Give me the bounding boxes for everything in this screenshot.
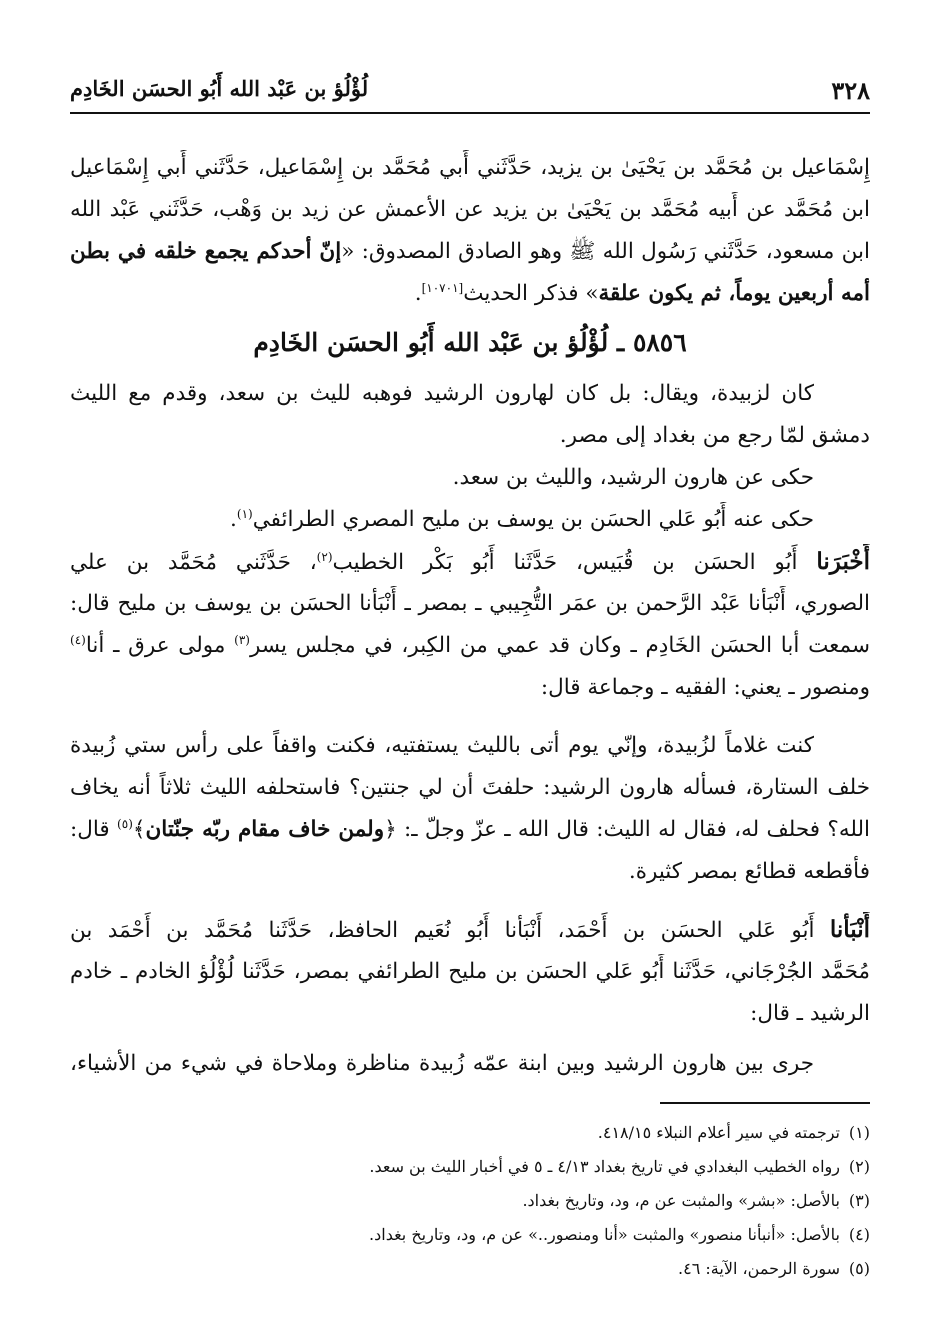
line-text: الرشيد ـ قال: <box>750 1001 870 1026</box>
text-line <box>70 276 870 312</box>
text-line <box>70 192 870 228</box>
line-text: الله؟ فحلف له، فقال له الليث: قال الله ـ عزّ وجلّ ـ: ﴿ <box>384 817 870 842</box>
line-text: ابن مُحَمَّد عن أَبيه مُحَمَّد بن يَحْيَىٰ بن يزيد عن الأعمش عن زيد بن وَهْب، حَدَّثَني عَبْد الله <box>70 197 870 222</box>
hadith-reference: [١٠٧٠١] <box>421 280 464 295</box>
hadith-text: إنّ أحدكم يجمع خلقه في بطن <box>70 239 342 264</box>
line-text: . <box>414 281 422 306</box>
book-page <box>70 72 870 1312</box>
footnote-text: بالأصل: «أنبأنا منصور» والمثبت «أنا ومنصور..» عن م، ود، وتاريخ بغداد. <box>369 1225 840 1244</box>
text-line <box>70 770 870 806</box>
text-line <box>70 418 870 454</box>
isnad-lead-word: أَنْبَأنا <box>829 916 870 943</box>
line-text: مُحَمَّد الجُرْجَاني، حَدَّثَنا أَبُو عَلي الحسَن بن مليح الطرائفي بمصر، حَدَّثَنا لُؤْلُؤ الخادم ـ خادم <box>70 959 870 984</box>
text-line <box>70 628 870 664</box>
line-text: الصوري، أَنْبَأنا عَبْد الرَّحمن بن عمَر التُّجِيبي ـ بمصر ـ أَنْبَأنا الحسَن بن يوسف بن مليح قال: <box>70 591 870 616</box>
line-text: حكى عن هارون الرشيد، والليث بن سعد. <box>452 465 814 490</box>
page-header <box>70 72 870 114</box>
text-line <box>70 376 870 412</box>
footnote-text: ترجمته في سير أعلام النبلاء ٤١٨/١٥. <box>597 1123 840 1142</box>
line-text: أَبُو عَلي الحسَن بن أَحْمَد، أَنْبَأنا أَبُو نُعَيم الحافظ، حَدَّثَنا مُحَمَّد بن أَحْمَد بن <box>70 918 830 943</box>
text-line <box>70 1046 870 1082</box>
text-line <box>70 728 870 764</box>
line-text: مولى عرق ـ أنا <box>85 633 235 658</box>
page-number: ٣٢٨ <box>831 76 870 105</box>
line-text: خلف الستارة، فسأله هارون الرشيد: حلفتَ أن لي جنتين؟ فاستحلفه الليث ثلاثاً أنه يخاف <box>70 775 870 800</box>
line-text: » فذكر الحديث <box>463 281 599 306</box>
footnote-divider <box>660 1102 870 1104</box>
text-line <box>70 502 870 538</box>
footnote-marker: (٣) <box>234 632 250 647</box>
text-line <box>70 670 870 706</box>
line-text: ابن مسعود، حَدَّثَني رَسُول الله ﷺ وهو الصادق المصدوق: « <box>341 239 870 264</box>
hadith-text: أمه أربعين يوماً، ثم يكون علقة <box>598 281 870 306</box>
footnote <box>70 1118 870 1148</box>
footnote-number: (٤) <box>848 1225 870 1244</box>
line-text: حكى عنه أَبُو عَلي الحسَن بن يوسف بن مليح المصري الطرائفي <box>252 507 814 532</box>
line-text: أَبُو الحسَن بن قُبَيس، حَدَّثَنا أَبُو بَكْر الخطيب <box>332 550 817 575</box>
footnote <box>70 1152 870 1182</box>
text-line <box>70 234 870 270</box>
footnote-number: (١) <box>848 1123 870 1142</box>
footnote <box>70 1254 870 1284</box>
line-text: كنت غلاماً لزُبيدة، وإنّي يوم أتى بالليث يستفتيه، فكنت واقفاً على رأس ستي زُبيدة <box>70 733 814 758</box>
text-line <box>70 996 870 1032</box>
text-line <box>70 812 870 848</box>
footnote-text: رواه الخطيب البغدادي في تاريخ بغداد ٤/١٣ ـ ٥ في أخبار الليث بن سعد. <box>369 1157 840 1176</box>
footnote-number: (٥) <box>848 1259 870 1278</box>
line-text: قال: <box>70 817 118 842</box>
text-line <box>70 586 870 622</box>
text-line <box>70 854 870 890</box>
footnote-marker: (٥) <box>117 816 133 831</box>
footnote-number: (٣) <box>848 1191 870 1210</box>
footnote-text: بالأصل: «بشر» والمثبت عن م، ود، وتاريخ بغداد. <box>522 1191 840 1210</box>
isnad-lead-word: أَخْبَرَنا <box>816 548 870 575</box>
text-line <box>70 150 870 186</box>
footnote-text: سورة الرحمن، الآية: ٤٦. <box>678 1259 840 1278</box>
footnote-marker: (١) <box>236 506 253 521</box>
entry-title: ٥٨٥٦ ـ لُؤْلُؤ بن عَبْد الله أَبُو الحسَن الخَادِم <box>253 328 687 357</box>
footnote-number: (٢) <box>848 1157 870 1176</box>
footnote <box>70 1220 870 1250</box>
text-line <box>70 544 870 580</box>
footnote <box>70 1186 870 1216</box>
text-line <box>70 460 870 496</box>
line-text: ومنصور ـ يعني: الفقيه ـ وجماعة قال: <box>540 675 870 700</box>
quran-verse: ولمن خاف مقام ربّه جنّتان <box>145 817 385 842</box>
line-text: ﴾ <box>132 817 146 842</box>
footnote-marker: (٤) <box>70 632 86 647</box>
running-title: لُؤْلُؤ بن عَبْد الله أَبُو الحسَن الخَادِم <box>70 76 369 101</box>
line-text: دمشق لمّا رجع من بغداد إلى مصر. <box>559 423 870 448</box>
line-text: . <box>230 507 237 532</box>
text-line <box>70 912 870 948</box>
line-text: إِسْمَاعيل بن مُحَمَّد بن يَحْيَىٰ بن يزيد، حَدَّثَني أَبي مُحَمَّد بن إِسْمَاعيل، حَدَّثَني أَبي إِسْمَاعيل <box>70 155 870 180</box>
line-text: جرى بين هارون الرشيد وبين ابنة عمّه زُبيدة مناظرة وملاحاة في شيء من الأشياء، <box>70 1051 814 1076</box>
footnote-marker: (٢) <box>316 549 333 564</box>
line-text: ، حَدَّثَني مُحَمَّد بن علي <box>70 550 317 575</box>
line-text: كان لزبيدة، ويقال: بل كان لهارون الرشيد فوهبه لليث بن سعد، وقدم مع الليث <box>70 381 814 406</box>
text-line <box>70 954 870 990</box>
line-text: فأقطعه قطائع بمصر كثيرة. <box>628 859 870 884</box>
line-text: سمعت أبا الحسَن الخَادِم ـ وكان قد عمي من الكِبر، في مجلس يسر <box>249 633 870 658</box>
